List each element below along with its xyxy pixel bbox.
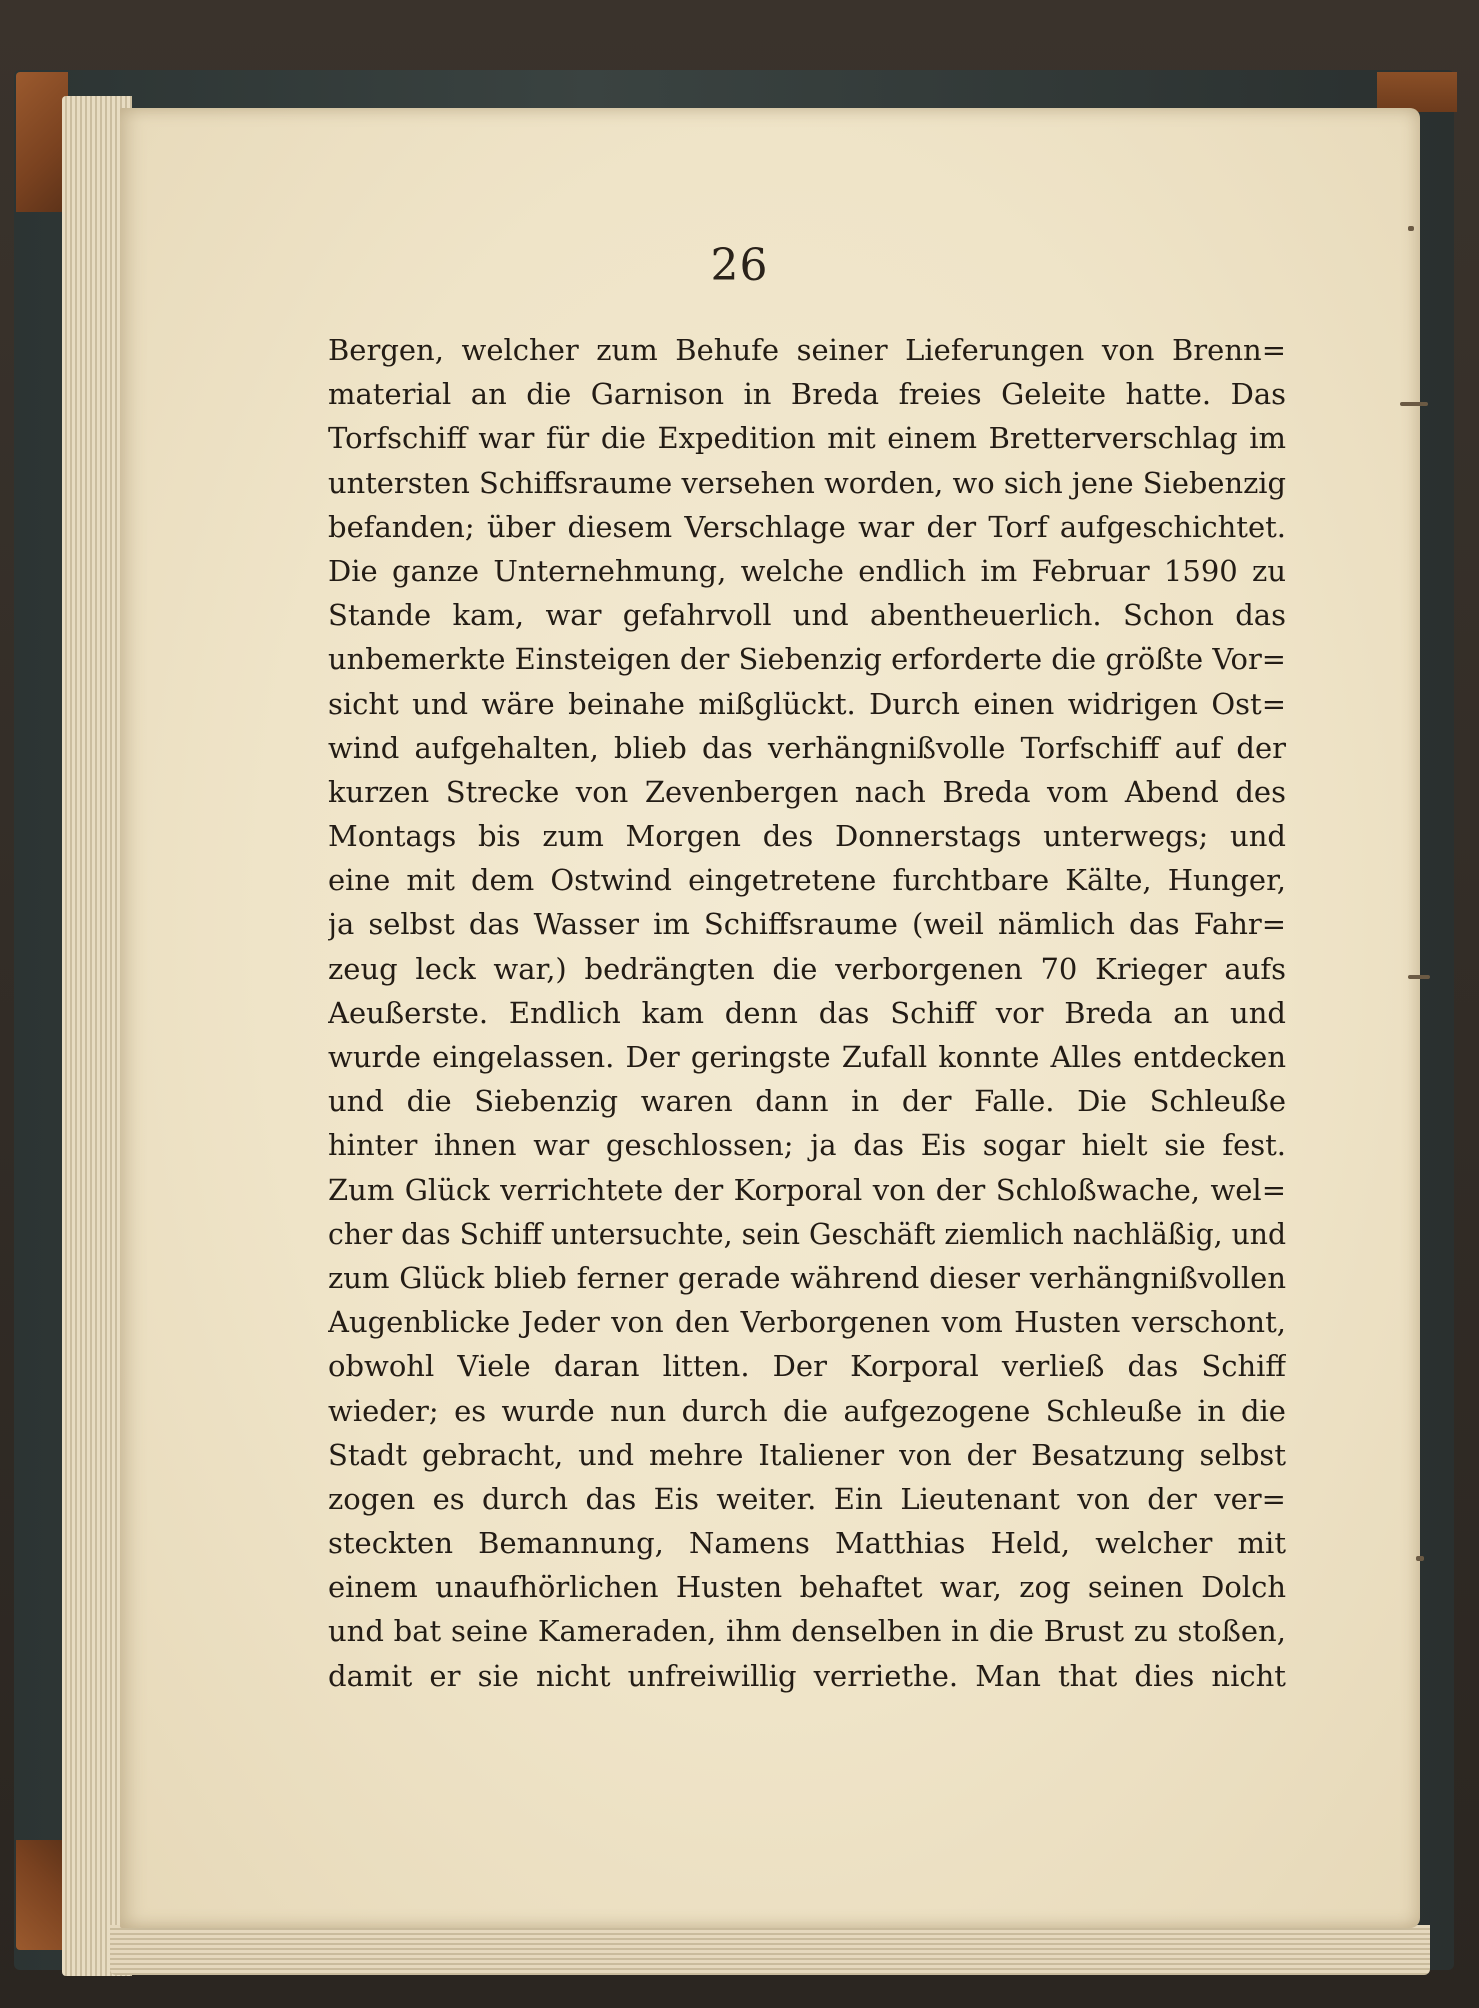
text-line: zogen es durch das Eis weiter. Ein Lieutenant von der ver= [328, 1481, 1286, 1516]
margin-mark [1408, 226, 1414, 231]
text-line: sicht und wäre beinahe mißglückt. Durch einen widrigen Ost= [328, 686, 1286, 721]
text-line: unbemerkte Einsteigen der Siebenzig erforderte die größte Vor= [328, 642, 1287, 677]
text-line: eine mit dem Ostwind eingetretene furchtbare Kälte, Hunger, [328, 863, 1286, 898]
leather-corner-bottom [16, 1840, 68, 1950]
text-line: Augenblicke Jeder von den Verborgenen vom Husten verschont, [328, 1305, 1286, 1340]
text-line: zeug leck war,) bedrängten die verborgenen 70 Krieger aufs [328, 951, 1286, 986]
text-line: obwohl Viele daran litten. Der Korporal verließ das Schiff [328, 1349, 1286, 1384]
margin-mark [1416, 1556, 1424, 1561]
text-line: Bergen, welcher zum Behufe seiner Lieferungen von Brenn= [328, 333, 1286, 367]
leather-corner-top [16, 72, 68, 212]
text-line: wind aufgehalten, blieb das verhängnißvolle Torfschiff auf der [328, 730, 1286, 765]
text-line: damit er sie nicht unfreiwillig verriethe. Man that dies nicht [328, 1658, 1286, 1693]
text-line: steckten Bemannung, Namens Matthias Held, welcher mit [328, 1526, 1286, 1561]
text-line: Stande kam, war gefahrvoll und abentheuerlich. Schon das [328, 598, 1286, 633]
text-line: Aeußerste. Endlich kam denn das Schiff vor Breda an und [328, 995, 1286, 1030]
text-line: und bat seine Kameraden, ihm denselben in die Brust zu stoßen, [328, 1614, 1286, 1649]
text-line: Stadt gebracht, und mehre Italiener von der Besatzung selbst [328, 1437, 1286, 1472]
text-line: cher das Schiff untersuchte, sein Geschäft ziemlich nachläßig, und [328, 1216, 1287, 1251]
margin-mark [1408, 975, 1430, 979]
text-line: befanden; über diesem Verschlage war der Torf aufgeschichtet. [328, 509, 1286, 544]
text-line: material an die Garnison in Breda freies Geleite hatte. Das [328, 377, 1286, 412]
text-line: zum Glück blieb ferner gerade während dieser verhängnißvollen [328, 1260, 1286, 1295]
text-line: untersten Schiffsraume versehen worden, wo sich jene Siebenzig [328, 465, 1287, 500]
text-line: einem unaufhörlichen Husten behaftet war, zog seinen Dolch [328, 1570, 1286, 1605]
page-edges-bottom [110, 1925, 1430, 1975]
page-body-text [328, 328, 1286, 1698]
page-number: 26 [710, 240, 769, 291]
text-line: ja selbst das Wasser im Schiffsraume (weil nämlich das Fahr= [328, 907, 1286, 942]
leather-corner-right [1377, 72, 1457, 112]
text-line: Die ganze Unternehmung, welche endlich im Februar 1590 zu [328, 553, 1286, 588]
text-line: Zum Glück verrichtete der Korporal von der Schloßwache, wel= [328, 1172, 1286, 1207]
text-line: und die Siebenzig waren dann in der Falle. Die Schleuße [328, 1084, 1286, 1119]
text-line: wieder; es wurde nun durch die aufgezogene Schleuße in die [328, 1393, 1286, 1428]
text-line: wurde eingelassen. Der geringste Zufall konnte Alles entdecken [328, 1040, 1286, 1074]
text-line: Montags bis zum Morgen des Donnerstags unterwegs; und [328, 819, 1286, 854]
text-line: hinter ihnen war geschlossen; ja das Eis sogar hielt sie fest. [328, 1128, 1286, 1163]
text-line: Torfschiff war für die Expedition mit einem Bretterverschlag im [328, 421, 1286, 456]
text-line: kurzen Strecke von Zevenbergen nach Breda vom Abend des [328, 774, 1286, 809]
margin-mark [1400, 402, 1428, 406]
